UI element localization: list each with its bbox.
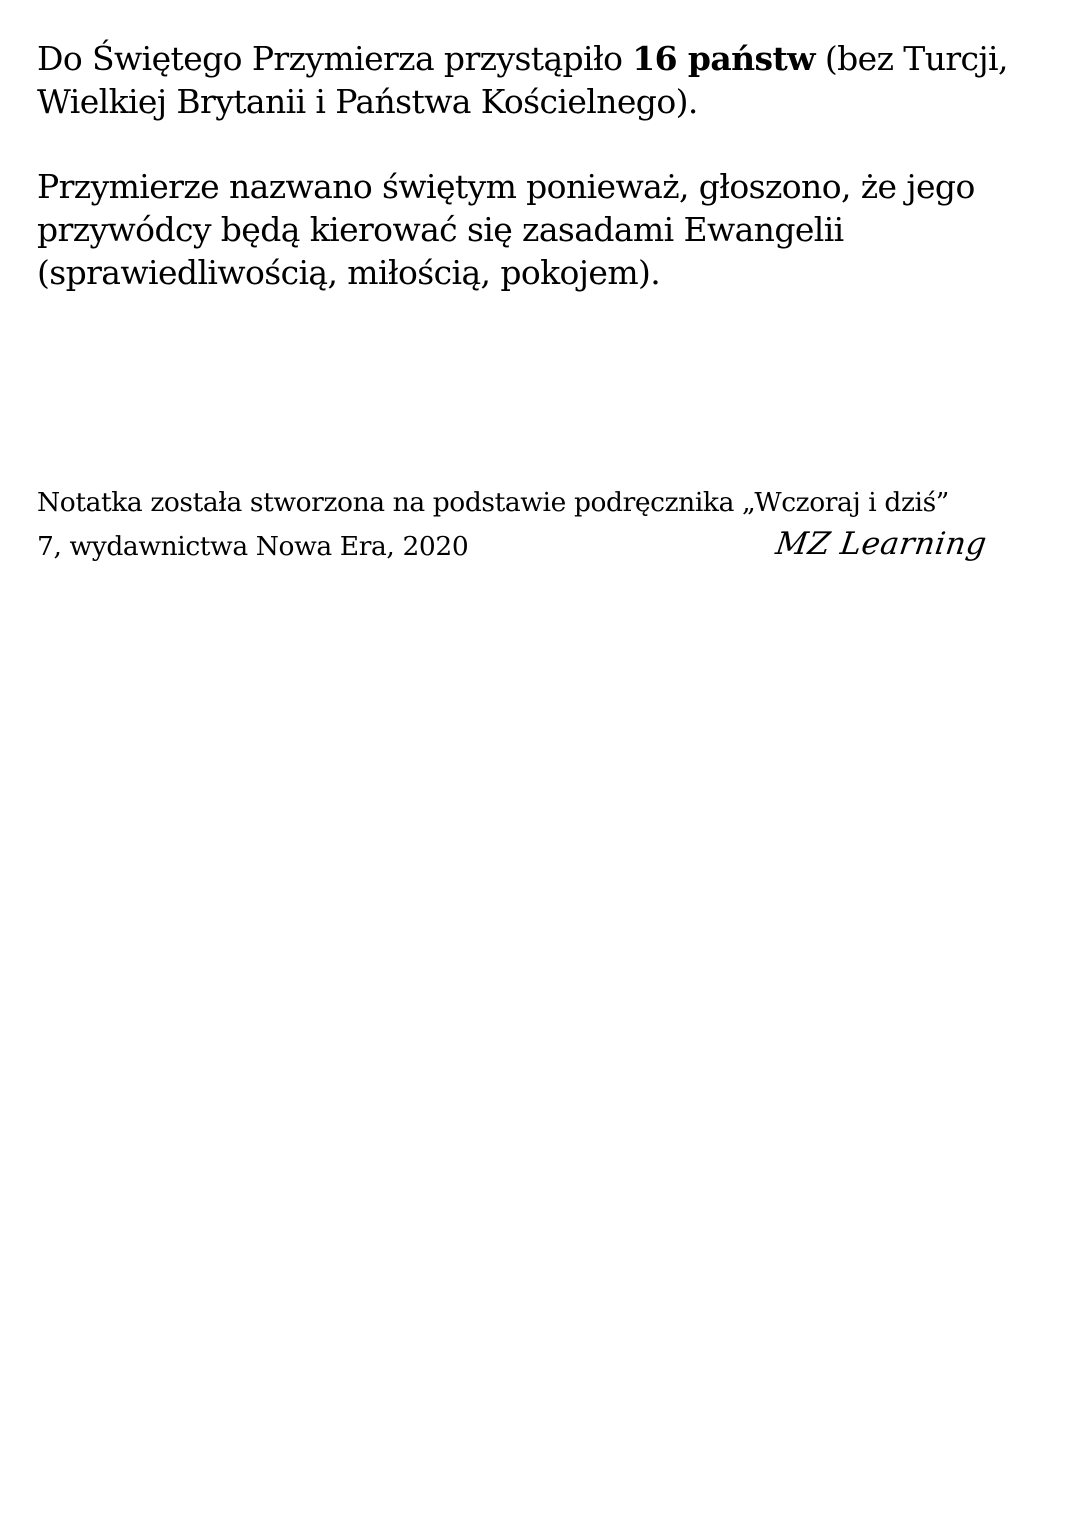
source-note-line-1: Notatka została stworzona na podstawie podręcznika „Wczoraj i dziś” — [37, 487, 949, 518]
paragraph-holy-alliance-name: Przymierze nazwano świętym ponieważ, głoszono, że jego przywódcy będą kierować się zasadami Ewangelii (sprawiedliwością, miłością, pokojem). — [37, 167, 975, 292]
handwritten-signature: MZ Learning — [773, 526, 990, 562]
bold-count-of-states: 16 państw — [632, 39, 815, 78]
paragraph-holy-alliance-members — [37, 37, 1067, 123]
paragraph-text-start: Do Świętego Przymierza przystąpiło — [37, 39, 633, 78]
source-note-line-2: 7, wydawnictwa Nowa Era, 2020 — [37, 531, 469, 562]
paragraph-text-end: (bez Turcji, Wielkiej Brytanii i Państwa Kościelnego). — [37, 39, 1008, 121]
